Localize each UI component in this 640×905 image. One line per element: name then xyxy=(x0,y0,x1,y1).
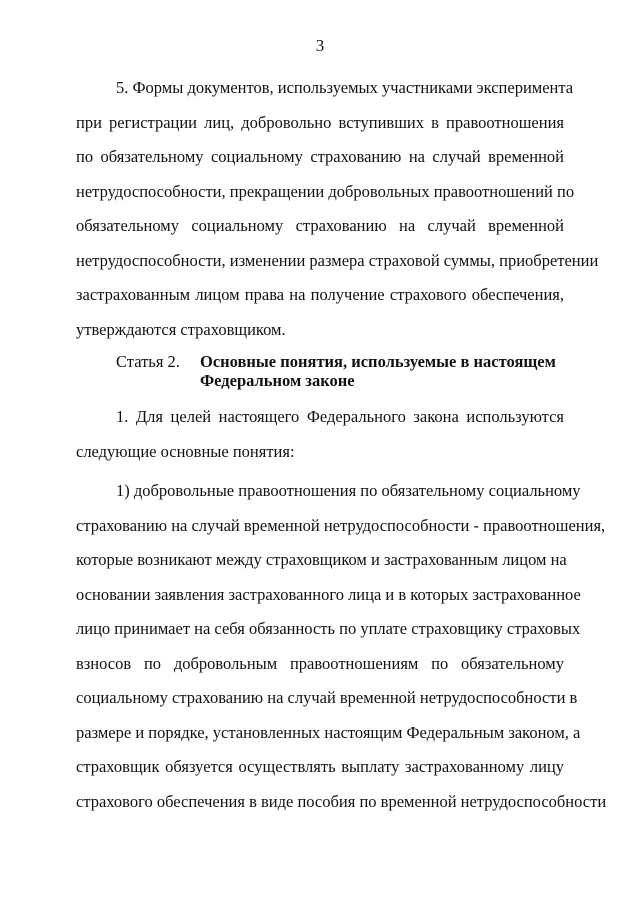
text-line: социальному страхованию на случай временной нетрудоспособности в xyxy=(76,688,578,707)
paragraph-5 xyxy=(76,71,599,347)
article-title-line: Основные понятия, используемые в настоящем xyxy=(200,352,556,371)
text-line: основании заявления застрахованного лица и в которых застрахованное xyxy=(76,584,581,604)
article-label: Статья 2. xyxy=(116,352,180,371)
text-line: утверждаются страховщиком. xyxy=(76,319,286,339)
text-line: нетрудоспособности, изменении размера страховой суммы, приобретении xyxy=(76,250,599,270)
text-line: 1) добровольные правоотношения по обязательному социальному xyxy=(116,481,581,500)
text-line: лицо принимает на себя обязанность по уплате страховщику страховых xyxy=(76,619,581,638)
text-line: которые возникают между страховщиком и застрахованным лицом на xyxy=(76,550,567,569)
paragraph-1 xyxy=(76,400,564,469)
text-line: 1. Для целей настоящего Федерального закона используются xyxy=(116,407,564,426)
page-number: 3 xyxy=(315,36,325,55)
text-line: страхового обеспечения в виде пособия по временной нетрудоспособности xyxy=(76,791,607,811)
article-title xyxy=(200,352,560,390)
text-line: 5. Формы документов, используемых участниками эксперимента xyxy=(116,78,574,97)
text-line: взносов по добровольным правоотношениям по обязательному xyxy=(76,653,564,673)
text-line: размере и порядке, установленных настоящим Федеральным законом, а xyxy=(76,722,581,742)
text-line: следующие основные понятия: xyxy=(76,441,295,461)
text-line: застрахованным лицом права на получение страхового обеспечения, xyxy=(76,285,564,304)
text-line: при регистрации лиц, добровольно вступивших в правоотношения xyxy=(76,112,564,132)
text-line: страховщик обязуется осуществлять выплату застрахованному лицу xyxy=(76,757,564,776)
text-line: страхованию на случай временной нетрудоспособности - правоотношения, xyxy=(76,515,606,535)
article-title-line: Федеральном законе xyxy=(200,371,355,390)
item-1 xyxy=(76,474,607,819)
text-line: обязательному социальному страхованию на случай временной xyxy=(76,216,564,235)
text-line: по обязательному социальному страхованию на случай временной xyxy=(76,147,564,166)
text-line: нетрудоспособности, прекращении добровольных правоотношений по xyxy=(76,181,575,201)
